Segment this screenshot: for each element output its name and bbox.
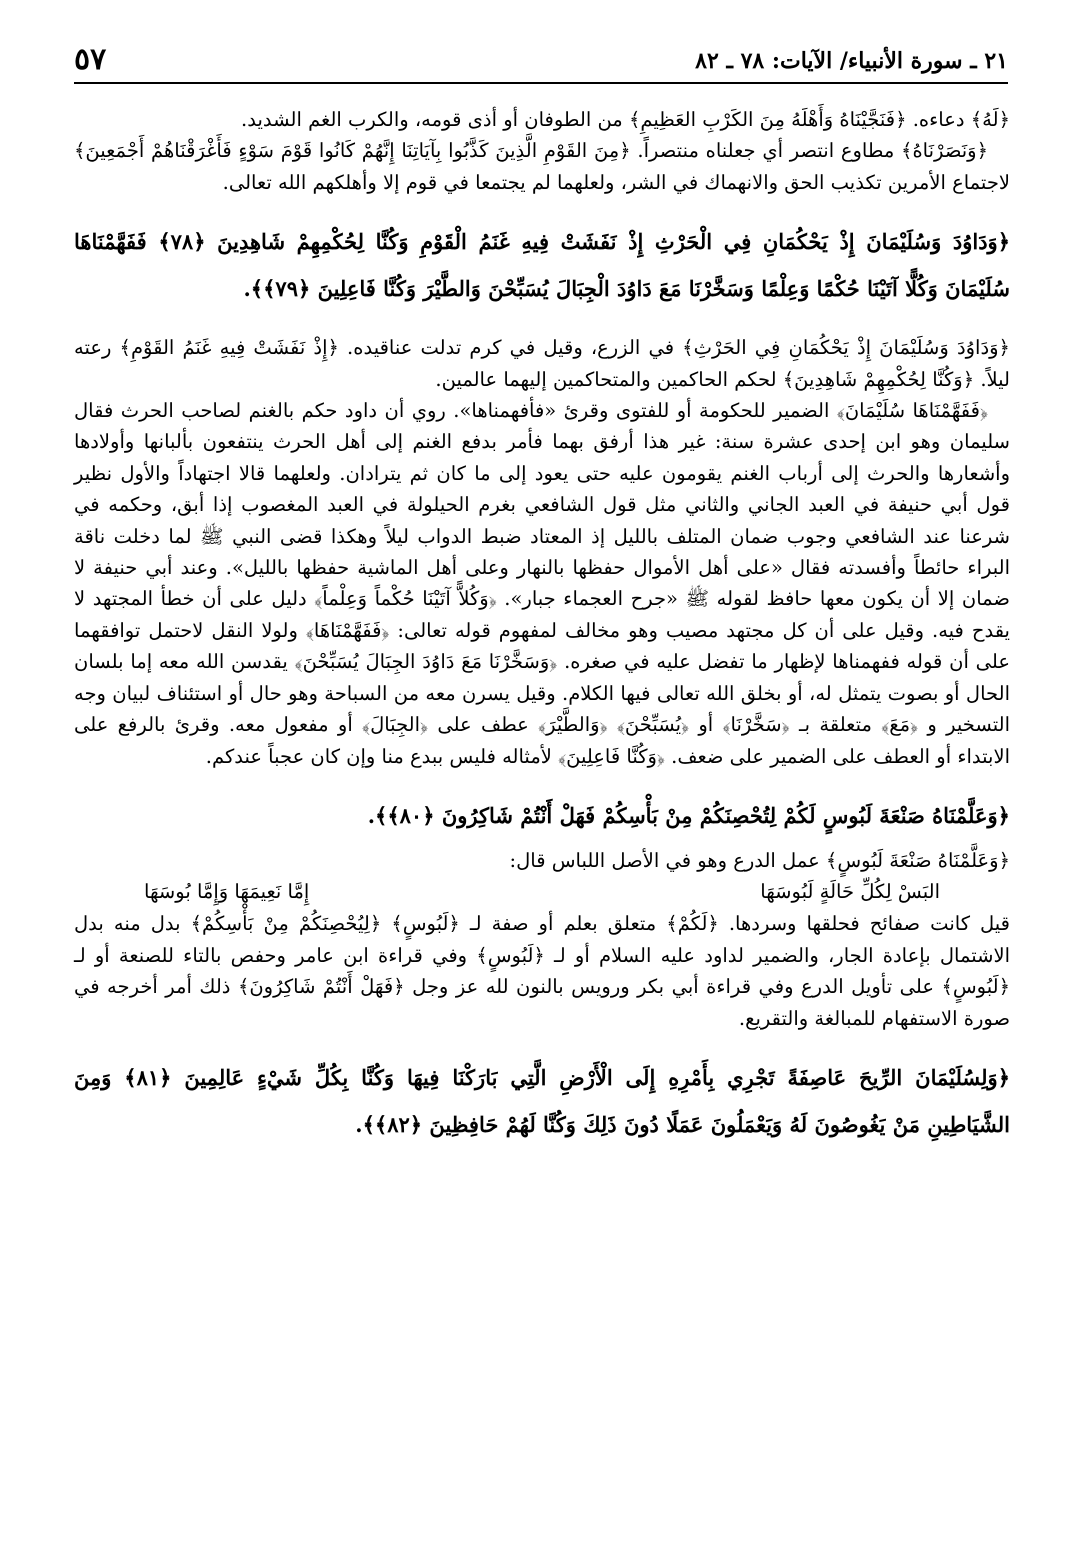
commentary-paragraph: قيل كانت صفائح فحلقها وسردها. ﴿لَكُمْ﴾ متعلق بعلم أو صفة لـ ﴿لَبُوسٍ﴾ ﴿لِيُحْصِنَكُمْ مِنْ بَأْسِكُمْ﴾ بدل منه بدل الاشتمال بإعادة الجار، والضمير لداود عليه السلام أو لـ ﴿لَبُوسٍ﴾ وفي قراءة ابن عامر وحفص بالتاء للصنعة أو لـ ﴿لَبُوسٍ﴾ على تأويل الدرع وفي قراءة أبي بكر ورويس بالنون لله عز وجل ﴿فَهَلْ أَنْتُمْ شَاكِرُونَ﴾ ذلك أمر أخرجه في صورة الاستفهام للمبالغة والتقريع.	[74, 912, 1010, 1030]
running-title: ٢١ ـ سورة الأنبياء/ الآيات: ٧٨ ـ ٨٢	[695, 48, 1008, 74]
page-header	[74, 40, 1008, 84]
commentary-paragraph: ﴿لَهُ﴾ دعاءه. ﴿فَنَجَّيْنَاهُ وَأَهْلَهُ مِنَ الكَرْبِ العَظِيمِ﴾ من الطوفان أو أذى قومه، والكرب الغم الشديد.	[241, 108, 1010, 131]
quran-verse-block: ﴿وَلِسُلَيْمَانَ الرِّيحَ عَاصِفَةً تَجْرِي بِأَمْرِهِ إِلَى الْأَرْضِ الَّتِي بَارَكْنَا فِيهَا وَكُنَّا بِكُلِّ شَيْءٍ عَالِمِينَ ﴿٨١﴾ وَمِنَ الشَّيَاطِينِ مَنْ يَغُوصُونَ لَهُ وَيَعْمَلُونَ عَمَلًا دُونَ ذَلِكَ وَكُنَّا لَهُمْ حَافِظِينَ ﴿٨٢﴾﴾.	[74, 1064, 1010, 1137]
quran-verse-block: ﴿وَدَاوُدَ وَسُلَيْمَانَ إِذْ يَحْكُمَانِ فِي الْحَرْثِ إِذْ نَفَشَتْ فِيهِ غَنَمُ الْقَوْمِ وَكُنَّا لِحُكْمِهِمْ شَاهِدِينَ ﴿٧٨﴾ فَفَهَّمْنَاهَا سُلَيْمَانَ وَكُلًّا آتَيْنَا حُكْمًا وَعِلْمًا وَسَخَّرْنَا مَعَ دَاوُدَ الْجِبَالَ يُسَبِّحْنَ وَالطَّيْرَ وَكُنَّا فَاعِلِينَ ﴿٧٩﴾﴾.	[74, 229, 1010, 302]
page-number: ٥٧	[74, 42, 107, 77]
poem-hemistich-right: البَسْ لِكُلِّ حَالَةٍ لَبُوسَهَا	[760, 880, 940, 904]
commentary-paragraph: ﴿وَنَصَرْنَاهُ﴾ مطاوع انتصر أي جعلناه منتصراً. ﴿مِنَ القَوْمِ الَّذِينَ كَذَّبُوا بِآيَاتِنَا إِنَّهُمْ كَانُوا قَوْمَ سَوْءٍ فَأَغْرَقْنَاهُمْ أَجْمَعِينَ﴾ لاجتماع الأمرين تكذيب الحق والانهماك في الشر، ولعلهما لم يجتمعا في قوم إلا وأهلكهم الله تعالى.	[74, 139, 1010, 194]
commentary-paragraph: ﴿وَدَاوُدَ وَسُلَيْمَانَ إِذْ يَحْكُمَانِ فِي الحَرْثِ﴾ في الزرع، وقيل في كرم تدلت عناقيده. ﴿إِذْ نَفَشَتْ فِيهِ غَنَمُ القَوْمِ﴾ رعته ليلاً. ﴿وَكُنَّا لِحُكْمِهِمْ شَاهِدِينَ﴾ لحكم الحاكمين والمتحاكمين إليهما عالمين.	[74, 336, 1010, 391]
poem-hemistich-left: إِمَّا نَعِيمَهَا وَإِمَّا بُوسَهَا	[144, 880, 310, 904]
commentary-paragraph: ﴿فَفَهَّمْنَاهَا سُلَيْمَانَ﴾ الضمير للحكومة أو للفتوى وقرئ «فأفهمناها». روي أن داود حكم بالغنم لصاحب الحرث فقال سليمان وهو ابن إحدى عشرة سنة: غير هذا أرفق بهما فأمر بدفع الغنم إلى أهل الحرث ينتفعون بألبانها وأولادها وأشعارها والحرث إلى أرباب الغنم يقومون عليه حتى يعود إلى ما كان ثم يترادان. ولعلهما قالا اجتهاداً والأول نظير قول أبي حنيفة في العبد الجاني والثاني مثل قول الشافعي بغرم الحيلولة في العبد المغصوب إذا أبق، وحكمه في شرعنا عند الشافعي وجوب ضمان المتلف بالليل إذ المعتاد ضبط الدواب ليلاً وهكذا قضى النبي ﷺ لما دخلت ناقة البراء حائطاً وأفسدته فقال «على أهل الأموال حفظها بالنهار وعلى أهل الماشية حفظها بالليل». وعند أبي حنيفة لا ضمان إلا أن يكون معها حافظ لقوله ﷺ «جرح العجماء جبار». ﴿وَكُلاًّ آتَيْنَا حُكْماً وَعِلْماً﴾ دليل على أن خطأ المجتهد لا يقدح فيه. وقيل على أن كل مجتهد مصيب وهو مخالف لمفهوم قوله تعالى: ﴿فَفَهَّمْنَاهَا﴾ ولولا النقل لاحتمل توافقهما على أن قوله ففهمناها لإظهار ما تفضل عليه في صغره. ﴿وَسَخَّرْنَا مَعَ دَاوُدَ الجِبَالَ يُسَبِّحْنَ﴾ يقدسن الله معه إما بلسان الحال أو بصوت يتمثل له، أو بخلق الله تعالى فيها الكلام. وقيل يسرن معه من السباحة وهو حال أو استئناف لبيان وجه التسخير و ﴿مَعَ﴾ متعلقة بـ ﴿سَخَّرْنَا﴾ أو ﴿يُسَبِّحْنَ﴾ ﴿وَالطَّيْرَ﴾ عطف على ﴿الجِبَالَ﴾ أو مفعول معه. وقرئ بالرفع على الابتداء أو العطف على الضمير على ضعف. ﴿وَكُنَّا فَاعِلِينَ﴾ لأمثاله فليس ببدع منا وإن كان عجباً عندكم.	[74, 399, 1010, 768]
quran-verse-block: ﴿وَعَلَّمْنَاهُ صَنْعَةَ لَبُوسٍ لَكُمْ لِتُحْصِنَكُمْ مِنْ بَأْسِكُمْ فَهَلْ أَنْتُمْ شَاكِرُونَ ﴿٨٠﴾﴾.	[367, 802, 1010, 828]
commentary-paragraph: ﴿وَعَلَّمْنَاهُ صَنْعَةَ لَبُوسٍ﴾ عمل الدرع وهو في الأصل اللباس قال:	[509, 848, 1010, 872]
poem-verse	[74, 876, 1010, 908]
header-rule	[74, 82, 1008, 84]
page-body	[74, 104, 1010, 1154]
